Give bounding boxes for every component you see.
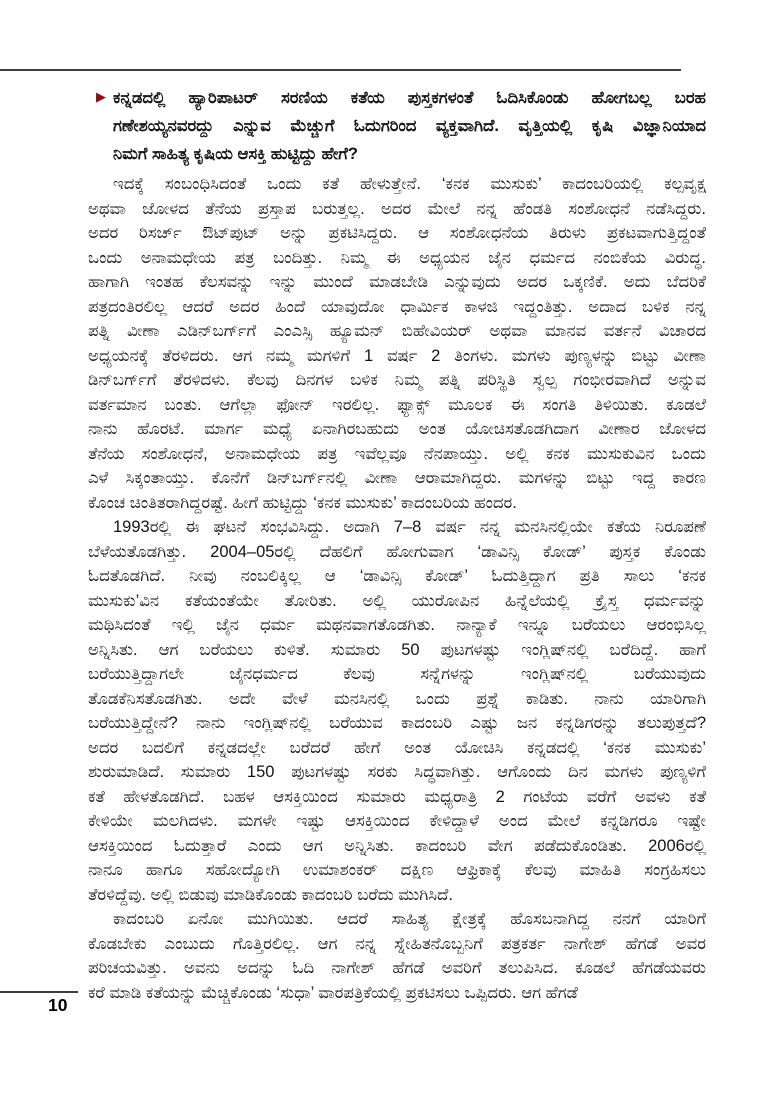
body-line: ಅಥವಾ ಜೋಳದ ತೆನೆಯ ಪ್ರಸ್ತಾಪ ಬರುತ್ತಲ್ಲ. ಅದರ ಮೇಲೆ ನನ್ನ ಹೆಂಡತಿ ಸಂಶೋಧನೆ ನಡೆಸಿದ್ದರು. [88,199,706,218]
body-line: ಕರೆ ಮಾಡಿ ಕತೆಯನ್ನು ಮೆಚ್ಚಿಕೊಂಡು ‘ಸುಧಾ’ ವಾರಪತ್ರಿಕೆಯಲ್ಲಿ ಪ್ರಕಟಿಸಲು ಒಪ್ಪಿದರು. ಆಗ ಹೆಗಡೆ [88,983,578,1002]
body-line: ತೊಡಕೆನಿಸತೊಡಗಿತು. ಅದೇ ವೇಳೆ ಮನಸಿನಲ್ಲಿ ಒಂದು ಪ್ರಶ್ನೆ ಕಾಡಿತು. ನಾನು ಯಾರಿಗಾಗಿ [88,689,706,708]
page-content [88,84,706,1005]
body-line: ಹಾಗಾಗಿ ಇಂತಹ ಕೆಲಸವನ್ನು ಇನ್ನು ಮುಂದೆ ಮಾಡಬೇಡಿ ಎನ್ನುವುದು ಅದರ ಒಕ್ಕಣಿಕೆ. ಅದು ಬೆದರಿಕೆ [88,273,706,291]
body-line: ಬೆಳೆಯತೊಡಗಿತ್ತು. 2004–05ರಲ್ಲಿ ದೆಹಲಿಗೆ ಹೋಗುವಾಗ ‘ಡಾವಿನ್ಸಿ ಕೋಡ್’ ಪುಸ್ತಕ ಕೊಂಡು [88,542,706,561]
interview-question [88,84,706,168]
body-line: ಪರಿಚಯವಿತ್ತು. ಅವನು ಅದನ್ನು ಓದಿ ನಾಗೇಶ್ ಹೆಗಡೆ ಅವರಿಗೆ ತಲುಪಿಸಿದ. ಕೂಡಲೆ ಹೆಗಡೆಯವರು [88,959,706,977]
body-line: ಕೊಡಬೇಕು ಎಂಬುದು ಗೊತ್ತಿರಲಿಲ್ಲ. ಆಗ ನನ್ನ ಸ್ನೇಹಿತನೊಬ್ಬನಿಗೆ ಪತ್ರಕರ್ತ ನಾಗೇಶ್ ಹೆಗಡೆ ಅವರ [88,934,706,953]
page-number: 10 [48,995,68,1015]
body-line: ಮುಸುಕು’ವಿನ ಕತೆಯಂತೆಯೇ ತೋರಿತು. ಅಲ್ಲಿ ಯುರೋಪಿನ ಹಿನ್ನೆಲೆಯಲ್ಲಿ ಕ್ರೈಸ್ತ ಧರ್ಮವನ್ನು [88,591,706,610]
body-line: ಕಾದಂಬರಿ ಏನೋ ಮುಗಿಯಿತು. ಆದರೆ ಸಾಹಿತ್ಯ ಕ್ಷೇತ್ರಕ್ಕೆ ಹೊಸಬನಾಗಿದ್ದ ನನಗೆ ಯಾರಿಗೆ [113,910,706,928]
interview-answer [88,172,706,1005]
body-line: ಒಂದು ಅನಾಮಧೇಯ ಪತ್ರ ಬಂದಿತ್ತು. ನಿಮ್ಮ ಈ ಅಧ್ಯಯನ ಜೈನ ಧರ್ಮದ ನಂಬಿಕೆಯ ವಿರುದ್ಧ. [88,248,706,267]
body-line: ಶುರುಮಾಡಿದೆ. ಸುಮಾರು 150 ಪುಟಗಳಷ್ಟು ಸರಕು ಸಿದ್ಧವಾಗಿತ್ತು. ಆಗೊಂದು ದಿನ ಮಗಳು ಪುಣ್ಯಳಿಗೆ [88,763,706,781]
body-line: ಅದರ ರಿಸರ್ಚ್ ಔಟ್‌ಪುಟ್ ಅನ್ನು ಪ್ರಕಟಿಸಿದ್ದರು. ಆ ಸಂಶೋಧನೆಯ ತಿರುಳು ಪ್ರಕಟವಾಗುತ್ತಿದ್ದಂತೆ [88,224,706,242]
body-line: ಡಿನ್‌ಬರ್ಗ್‌ಗೆ ತೆರಳಿದಳು. ಕೆಲವು ದಿನಗಳ ಬಳಿಕ ನಿಮ್ಮ ಪತ್ನಿ ಪರಿಸ್ಥಿತಿ ಸ್ವಲ್ಪ ಗಂಭೀರವಾಗಿದೆ ಅನ್ನುವ [88,371,706,389]
body-line: ಬರೆಯುತ್ತಿದ್ದೇನೆ? ನಾನು ಇಂಗ್ಲಿಷ್‌ನಲ್ಲಿ ಬರೆಯುವ ಕಾದಂಬರಿ ಎಷ್ಟು ಜನ ಕನ್ನಡಿಗರನ್ನು ತಲುಪುತ್ತದೆ? [88,714,706,732]
body-line: ಕೊಂಚ ಚಿಂತಿತರಾಗಿದ್ದರಷ್ಟೆ. ಹೀಗೆ ಹುಟ್ಟಿದ್ದು ‘ಕನಕ ಮುಸುಕು’ ಕಾದಂಬರಿಯ ಹಂದರ. [88,493,517,512]
answer-paragraph [88,907,706,1005]
body-line: 1993ರಲ್ಲಿ ಈ ಘಟನೆ ಸಂಭವಿಸಿದ್ದು. ಅದಾಗಿ 7–8 ವರ್ಷ ನನ್ನ ಮನಸಿನಲ್ಲಿಯೇ ಕತೆಯ ನಿರೂಪಣೆ [113,518,706,536]
body-line: ಇದಕ್ಕೆ ಸಂಬಂಧಿಸಿದಂತೆ ಒಂದು ಕತೆ ಹೇಳುತ್ತೇನೆ. ‘ಕನಕ ಮುಸುಕು’ ಕಾದಂಬರಿಯಲ್ಲಿ ಕಲ್ಪವೃಕ್ಷ [113,175,706,193]
footer-rule [0,991,78,993]
body-line: ಕತೆ ಹೇಳತೊಡಗಿದೆ. ಬಹಳ ಆಸಕ್ತಿಯಿಂದ ಸುಮಾರು ಮಧ್ಯರಾತ್ರಿ 2 ಗಂಟೆಯ ವರೆಗೆ ಅವಳು ಕತೆ [88,787,706,806]
question-line: ನಿಮಗೆ ಸಾಹಿತ್ಯ ಕೃಷಿಯ ಆಸಕ್ತಿ ಹುಟ್ಟಿದ್ದು ಹೇಗೆ? [113,145,358,163]
body-line: ತೆನೆಯ ಸಂಶೋಧನೆ, ಅನಾಮಧೇಯ ಪತ್ರ ಇವೆಲ್ಲವೂ ನೆನಪಾಯ್ತು. ಅಲ್ಲಿ ಕನಕ ಮುಸುಕುವಿನ ಒಂದು [88,444,706,463]
body-line: ಅದರ ಬದಲಿಗೆ ಕನ್ನಡದಲ್ಲೇ ಬರೆದರೆ ಹೇಗೆ ಅಂತ ಯೋಚಿಸಿ ಕನ್ನಡದಲ್ಲಿ ‘ಕನಕ ಮುಸುಕು’ [88,738,706,757]
question-bullet-triangle-icon: ▶ [96,90,106,105]
body-line: ನಾನು ಹೊರಟೆ. ಮಾರ್ಗ ಮಧ್ಯೆ ಏನಾಗಿರಬಹುದು ಅಂತ ಯೋಚಿಸತೊಡಗಿದಾಗ ವೀಣಾರ ಜೋಳದ [88,420,706,438]
body-line: ಓದತೊಡಗಿದೆ. ನೀವು ನಂಬಲಿಕ್ಕಿಲ್ಲ ಆ ‘ಡಾವಿನ್ಸಿ ಕೋಡ್’ ಓದುತ್ತಿದ್ದಾಗ ಪ್ರತಿ ಸಾಲು ‘ಕನಕ [88,567,706,585]
answer-paragraph [88,172,706,515]
body-line: ಎಳೆ ಸಿಕ್ಕಂತಾಯ್ತು. ಕೊನೆಗೆ ಡಿನ್‌ಬರ್ಗ್‌ನಲ್ಲಿ ವೀಣಾ ಆರಾಮಾಗಿದ್ದರು. ಮಗಳನ್ನು ಬಿಟ್ಟು ಇದ್ದ ಕಾರಣ [88,469,706,487]
body-line: ಆಸಕ್ತಿಯಿಂದ ಓದುತ್ತಾರೆ ಎಂದು ಆಗ ಅನ್ನಿಸಿತು. ಕಾದಂಬರಿ ವೇಗ ಪಡೆದುಕೊಂಡಿತು. 2006ರಲ್ಲಿ [88,836,706,855]
body-line: ಪತ್ನಿ ವೀಣಾ ಎಡಿನ್‌ಬರ್ಗ್‌ಗೆ ಎಂಎಸ್ಸಿ ಹ್ಯೂಮನ್ ಬಿಹೇವಿಯರ್ ಅಥವಾ ಮಾನವ ವರ್ತನೆ ವಿಚಾರದ [88,322,706,340]
body-line: ಅಧ್ಯಯನಕ್ಕೆ ತೆರಳಿದರು. ಆಗ ನಮ್ಮ ಮಗಳಿಗೆ 1 ವರ್ಷ 2 ತಿಂಗಳು. ಮಗಳು ಪುಣ್ಯಳನ್ನು ಬಿಟ್ಟು ವೀಣಾ [88,346,706,365]
body-line: ವರ್ತಮಾನ ಬಂತು. ಆಗೆಲ್ಲಾ ಫೋನ್ ಇರಲಿಲ್ಲ. ಫ್ಯಾಕ್ಸ್ ಮೂಲಕ ಈ ಸಂಗತಿ ತಿಳಿಯಿತು. ಕೂಡಲೆ [88,395,706,414]
question-line: ಕನ್ನಡದಲ್ಲಿ ಹ್ಯಾರಿಪಾಟರ್ ಸರಣಿಯ ಕತೆಯ ಪುಸ್ತಕಗಳಂತೆ ಓದಿಸಿಕೊಂಡು ಹೋಗಬಲ್ಲ ಬರಹ [113,89,706,107]
body-line: ಮಥಿಸಿದಂತೆ ಇಲ್ಲಿ ಜೈನ ಧರ್ಮ ಮಥನವಾಗತೊಡಗಿತು. ನಾನ್ಯಾಕೆ ಇನ್ನೂ ಬರೆಯಲು ಆರಂಭಿಸಿಲ್ಲ [88,616,706,634]
answer-paragraph [88,515,706,907]
question-line: ಗಣೇಶಯ್ಯನವರದ್ದು ಎನ್ನುವ ಮೆಚ್ಚುಗೆ ಓದುಗರಿಂದ ವ್ಯಕ್ತವಾಗಿದೆ. ವೃತ್ತಿಯಲ್ಲಿ ಕೃಷಿ ವಿಜ್ಞಾನಿಯಾದ [113,117,706,135]
body-line: ತೆರಳಿದ್ದೆವು. ಅಲ್ಲಿ ಬಿಡುವು ಮಾಡಿಕೊಂಡು ಕಾದಂಬರಿ ಬರೆದು ಮುಗಿಸಿದೆ. [88,885,453,904]
body-line: ಬರೆಯುತ್ತಿದ್ದಾಗಲೇ ಜೈನಧರ್ಮದ ಕೆಲವು ಸನ್ನೆಗಳನ್ನು ಇಂಗ್ಲಿಷ್‌ನಲ್ಲಿ ಬರೆಯುವುದು [88,665,706,683]
body-line: ಕೇಳಿಯೇ ಮಲಗಿದಳು. ಮಗಳೇ ಇಷ್ಟು ಆಸಕ್ತಿಯಿಂದ ಕೇಳಿದ್ದಾಳೆ ಅಂದ ಮೇಲೆ ಕನ್ನಡಿಗರೂ ಇಷ್ಟೇ [88,812,706,830]
header-rule [0,69,681,71]
body-line: ಅನ್ನಿಸಿತು. ಆಗ ಬರೆಯಲು ಕುಳಿತೆ. ಸುಮಾರು 50 ಪುಟಗಳಷ್ಟು ಇಂಗ್ಲಿಷ್‌ನಲ್ಲಿ ಬರೆದಿದ್ದೆ. ಹಾಗೆ [88,640,706,659]
body-line: ನಾನೂ ಹಾಗೂ ಸಹೋದ್ಯೋಗಿ ಉಮಾಶಂಕರ್ ದಕ್ಷಿಣ ಆಫ್ರಿಕಾಕ್ಕೆ ಕೆಲವು ಮಾಹಿತಿ ಸಂಗ್ರಹಿಸಲು [88,861,706,879]
body-line: ಪತ್ರದಂತಿರಲಿಲ್ಲ ಆದರೆ ಅದರ ಹಿಂದೆ ಯಾವುದೋ ಧಾರ್ಮಿಕ ಕಾಳಜಿ ಇದ್ದಂತಿತ್ತು. ಅದಾದ ಬಳಿಕ ನನ್ನ [88,297,706,316]
